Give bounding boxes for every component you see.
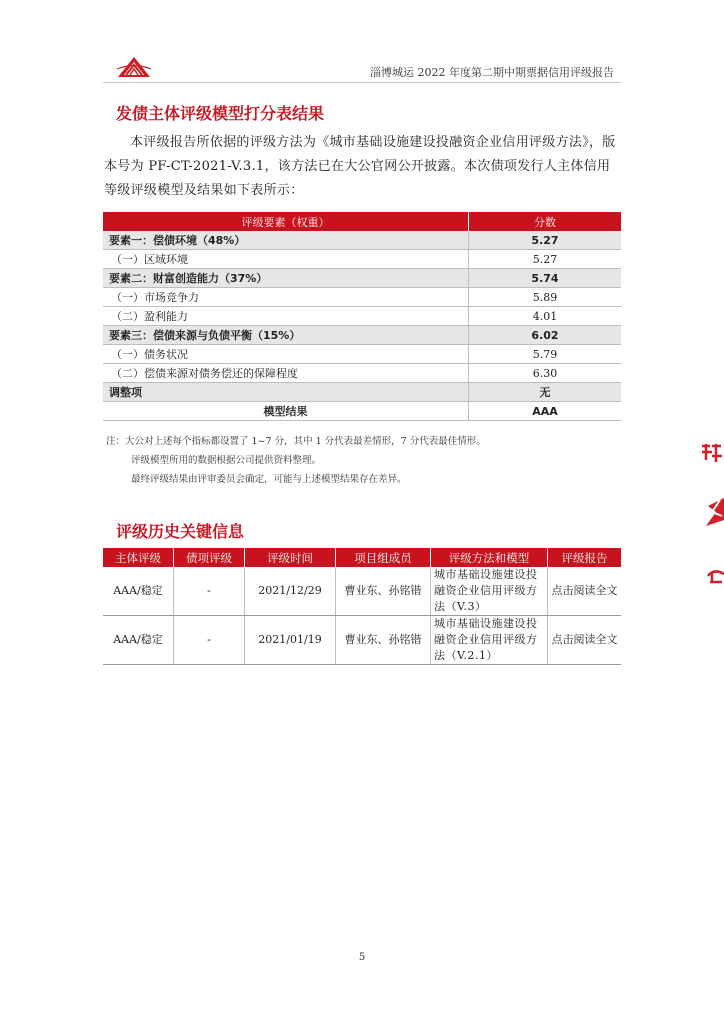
row-name: 调整项 — [103, 383, 469, 402]
rating-date: 2021/12/29 — [245, 567, 336, 616]
read-report-link[interactable]: 点击阅读全文 — [548, 616, 622, 665]
score-table-header — [103, 212, 621, 231]
intro-paragraph: 本评级报告所依据的评级方法为《城市基础设施建设投融资企业信用评级方法》，版本号为 PF-CT-2021-V.3.1，该方法已在大公官网公开披露。本次债项发行人主体信用等级评级模型及结果如下表所示： — [104, 135, 616, 198]
header-entity-rating: 主体评级 — [103, 548, 174, 567]
rating-method: 城市基础设施建设投融资企业信用评级方法（V.2.1） — [431, 616, 548, 665]
note-line: 最终评级结果由评审委员会确定，可能与上述模型结果存在差异。 — [131, 474, 407, 485]
header-score: 分数 — [469, 212, 622, 231]
row-score: 5.27 — [469, 250, 622, 269]
table-row — [103, 364, 621, 383]
header-divider — [103, 82, 621, 83]
rating-date: 2021/01/19 — [245, 616, 336, 665]
table-row — [103, 345, 621, 364]
entity-rating: AAA/稳定 — [103, 616, 174, 665]
row-name: （二）盈利能力 — [103, 307, 469, 326]
row-name: （一）债务状况 — [103, 345, 469, 364]
bond-rating: - — [174, 567, 245, 616]
header-method: 评级方法和模型 — [431, 548, 548, 567]
row-score: 5.74 — [469, 269, 622, 288]
team-members: 曹业东、孙铭锴 — [336, 616, 431, 665]
model-result-row — [103, 402, 621, 421]
score-table — [103, 212, 621, 421]
header-element: 评级要素（权重） — [103, 212, 469, 231]
table-row — [103, 326, 621, 345]
bond-rating: - — [174, 616, 245, 665]
note-line: 评级模型所用的数据根据公司提供资料整理。 — [131, 455, 322, 466]
header-bond-rating: 债项评级 — [174, 548, 245, 567]
table-row — [103, 567, 621, 616]
table-notes — [106, 432, 486, 489]
row-name: （一）市场竞争力 — [103, 288, 469, 307]
row-name: 要素二：财富创造能力（37%） — [103, 269, 469, 288]
team-members: 曹业东、孙铭锴 — [336, 567, 431, 616]
row-score: AAA — [469, 402, 622, 421]
table-row — [103, 231, 621, 250]
header-rating-date: 评级时间 — [245, 548, 336, 567]
table-row — [103, 616, 621, 665]
row-name: 模型结果 — [103, 402, 469, 421]
entity-rating: AAA/稳定 — [103, 567, 174, 616]
header-report: 评级报告 — [548, 548, 622, 567]
table-row — [103, 250, 621, 269]
row-name: 要素三：偿债来源与负债平衡（15%） — [103, 326, 469, 345]
note-line: 注：大公对上述每个指标都设置了 1~7 分，其中 1 分代表最差情形，7 分代表最佳情形。 — [106, 436, 486, 447]
row-score: 4.01 — [469, 307, 622, 326]
report-title: 淄博城运 2022 年度第二期中期票据信用评级报告 — [370, 66, 614, 79]
row-score: 5.27 — [469, 231, 622, 250]
red-seal-stamp — [698, 440, 724, 590]
read-report-link[interactable]: 点击阅读全文 — [548, 567, 622, 616]
section-title-model: 发债主体评级模型打分表结果 — [116, 104, 325, 123]
history-table-header — [103, 548, 621, 567]
table-row — [103, 307, 621, 326]
rating-history-table — [103, 548, 621, 665]
row-score: 5.79 — [469, 345, 622, 364]
header-team-members: 项目组成员 — [336, 548, 431, 567]
rating-method: 城市基础设施建设投融资企业信用评级方法（V.3） — [431, 567, 548, 616]
row-score: 5.89 — [469, 288, 622, 307]
table-row — [103, 383, 621, 402]
page-number: 5 — [358, 952, 366, 963]
section-title-history: 评级历史关键信息 — [116, 522, 245, 541]
row-score: 6.02 — [469, 326, 622, 345]
row-score: 无 — [469, 383, 622, 402]
row-name: 要素一：偿债环境（48%） — [103, 231, 469, 250]
row-name: （二）偿债来源对债务偿还的保障程度 — [103, 364, 469, 383]
table-row — [103, 288, 621, 307]
row-score: 6.30 — [469, 364, 622, 383]
row-name: （一）区域环境 — [103, 250, 469, 269]
table-row — [103, 269, 621, 288]
company-logo — [116, 56, 152, 78]
